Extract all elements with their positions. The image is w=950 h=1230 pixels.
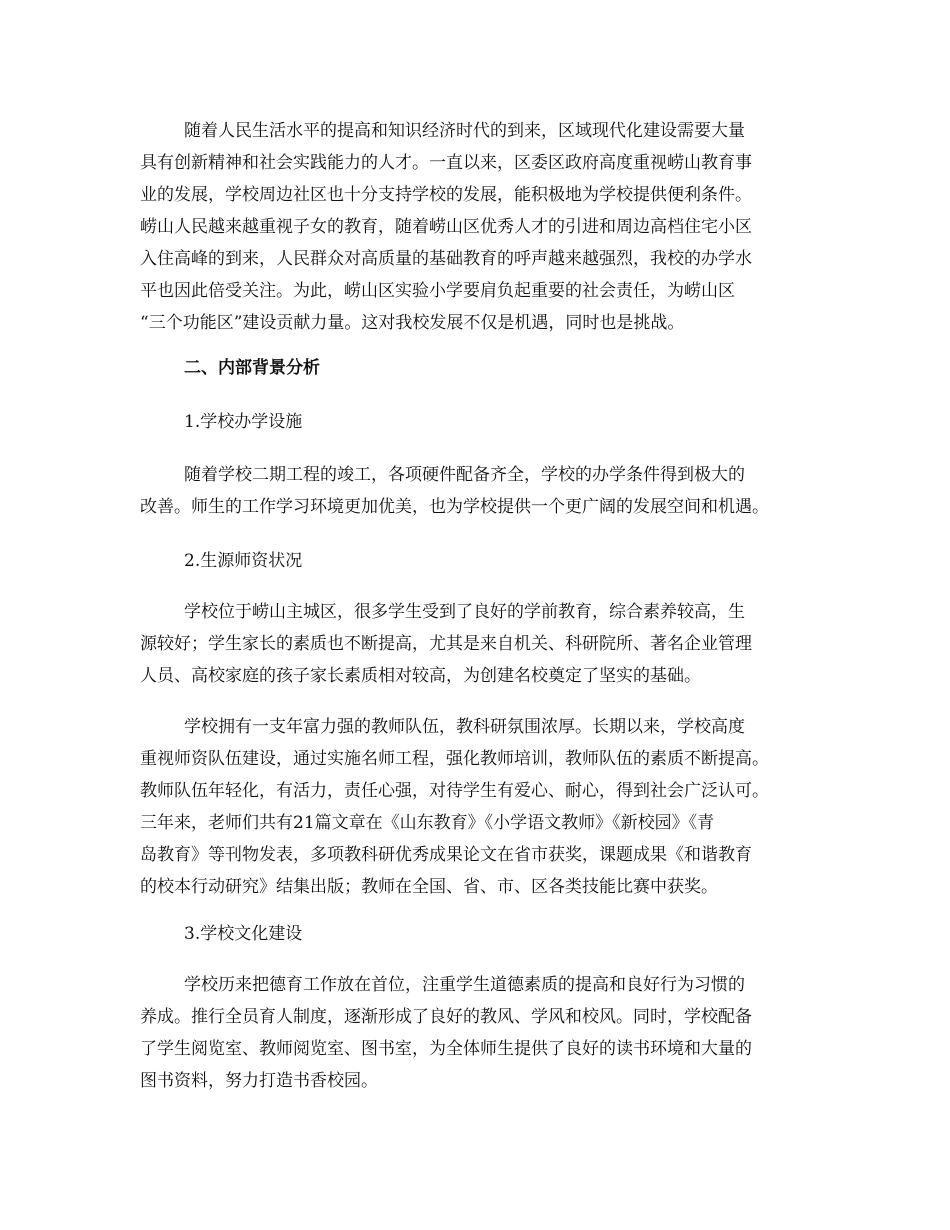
text-line: 源较好；学生家长的素质也不断提高，尤其是来自机关、科研院所、著名企业管理 xyxy=(140,634,752,654)
text-line: 业的发展，学校周边社区也十分支持学校的发展，能积极地为学校提供便利条件。 xyxy=(140,185,752,205)
text-line: 了学生阅览室、教师阅览室、图书室，为全体师生提供了良好的读书环境和大量的 xyxy=(140,1039,752,1059)
paragraph-culture xyxy=(140,969,752,1097)
text-line: 学校历来把德育工作放在首位，注重学生道德素质的提高和良好行为习惯的 xyxy=(184,975,745,995)
subheading-students-teachers: 2.生源师资状况 xyxy=(184,551,303,571)
text-line: 学校拥有一支年富力强的教师队伍，教科研氛围浓厚。长期以来，学校高度 xyxy=(184,717,745,737)
paragraph-teachers xyxy=(140,711,769,903)
text-line: 随着人民生活水平的提高和知识经济时代的到来，区域现代化建设需要大量 xyxy=(184,121,745,141)
text-line: 学校位于崂山主城区，很多学生受到了良好的学前教育，综合素养较高，生 xyxy=(184,602,745,622)
text-line: 平也因此倍受关注。为此，崂山区实验小学要肩负起重要的社会责任，为崂山区 xyxy=(140,281,735,301)
text-line: 重视师资队伍建设，通过实施名师工程，强化教师培训，教师队伍的素质不断提高。 xyxy=(140,749,769,769)
paragraph-external-background xyxy=(140,115,752,339)
text-line: 改善。师生的工作学习环境更加优美，也为学校提供一个更广阔的发展空间和机遇。 xyxy=(140,497,769,517)
text-line: 岛教育》等刊物发表，多项教科研优秀成果论文在省市获奖，课题成果《和谐教育 xyxy=(140,845,752,865)
text-line: 的校本行动研究》结集出版；教师在全国、省、市、区各类技能比赛中获奖。 xyxy=(140,877,718,897)
text-line: 三年来，老师们共有21篇文章在《山东教育》《小学语文教师》《新校园》《青 xyxy=(140,813,715,833)
paragraph-facilities xyxy=(140,459,769,523)
text-line: 人员、高校家庭的孩子家长素质相对较高，为创建名校奠定了坚实的基础。 xyxy=(140,666,701,686)
paragraph-students xyxy=(140,596,752,692)
text-line: 具有创新精神和社会实践能力的人才。一直以来，区委区政府高度重视崂山教育事 xyxy=(140,153,752,173)
text-line: 随着学校二期工程的竣工，各项硬件配备齐全，学校的办学条件得到极大的 xyxy=(184,465,745,485)
text-line: 图书资料，努力打造书香校园。 xyxy=(140,1071,378,1091)
subheading-facilities: 1.学校办学设施 xyxy=(184,412,303,432)
text-line: 养成。推行全员育人制度，逐渐形成了良好的教风、学风和校风。同时，学校配备 xyxy=(140,1007,752,1027)
subheading-culture: 3.学校文化建设 xyxy=(184,924,303,944)
text-line: 崂山人民越来越重视子女的教育，随着崂山区优秀人才的引进和周边高档住宅小区 xyxy=(140,217,752,237)
text-line: 教师队伍年轻化，有活力，责任心强，对待学生有爱心、耐心，得到社会广泛认可。 xyxy=(140,781,769,801)
text-line: 入住高峰的到来，人民群众对高质量的基础教育的呼声越来越强烈，我校的办学水 xyxy=(140,249,752,269)
text-line: “三个功能区”建设贡献力量。这对我校发展不仅是机遇，同时也是挑战。 xyxy=(140,313,685,333)
section-heading-internal-background: 二、内部背景分析 xyxy=(184,358,320,378)
